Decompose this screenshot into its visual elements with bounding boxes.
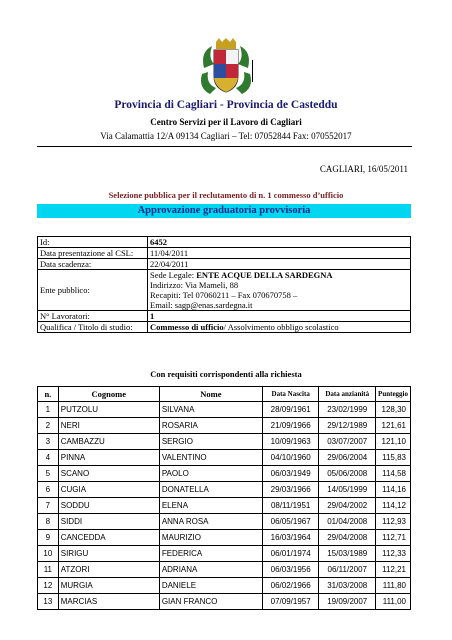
row-score: 111,00 bbox=[376, 594, 411, 610]
row-birth-date: 16/03/1964 bbox=[262, 530, 319, 546]
row-birth-date: 06/02/1966 bbox=[262, 578, 319, 594]
row-score: 114,58 bbox=[376, 466, 411, 482]
row-score: 121,61 bbox=[376, 418, 411, 434]
row-number: 12 bbox=[38, 578, 59, 594]
row-number: 11 bbox=[38, 562, 59, 578]
row-surname: SIRIGU bbox=[58, 546, 159, 562]
row-name: PAOLO bbox=[159, 466, 262, 482]
info-row-qualification bbox=[38, 322, 411, 333]
table-row bbox=[38, 578, 411, 594]
row-seniority-date: 29/04/2002 bbox=[319, 498, 376, 514]
row-birth-date: 28/09/1961 bbox=[262, 402, 319, 418]
row-score: 114,16 bbox=[376, 482, 411, 498]
document-date: CAGLIARI, 16/05/2011 bbox=[319, 164, 408, 174]
row-surname: SCANO bbox=[58, 466, 159, 482]
id-label: Id: bbox=[38, 237, 148, 248]
table-row bbox=[38, 482, 411, 498]
id-value: 6452 bbox=[148, 237, 411, 248]
row-name: ADRIANA bbox=[159, 562, 262, 578]
row-score: 111,80 bbox=[376, 578, 411, 594]
row-birth-date: 21/09/1966 bbox=[262, 418, 319, 434]
row-score: 128,30 bbox=[376, 402, 411, 418]
row-birth-date: 06/03/1956 bbox=[262, 562, 319, 578]
row-score: 121,10 bbox=[376, 434, 411, 450]
row-number: 2 bbox=[38, 418, 59, 434]
table-row bbox=[38, 594, 411, 610]
row-seniority-date: 06/11/2007 bbox=[319, 562, 376, 578]
office-address: Via Calamattia 12/A 09134 Cagliari – Tel: 07052844 Fax: 070552017 bbox=[100, 131, 352, 141]
row-name: DONATELLA bbox=[159, 482, 262, 498]
info-row-csl bbox=[38, 248, 411, 259]
table-row bbox=[38, 562, 411, 578]
info-row-id bbox=[38, 237, 411, 248]
row-surname: CAMBAZZU bbox=[58, 434, 159, 450]
entity-prefix: Sede Legale: bbox=[150, 270, 197, 280]
row-surname: SIDDI bbox=[58, 514, 159, 530]
ranking-table bbox=[37, 386, 411, 610]
table-row bbox=[38, 498, 411, 514]
row-name: FEDERICA bbox=[159, 546, 262, 562]
header-number: n. bbox=[38, 387, 59, 402]
selection-title: Selezione pubblica per il reclutamento di n. 1 commesso d’ufficio bbox=[108, 190, 344, 200]
row-name: ROSARIA bbox=[159, 418, 262, 434]
row-seniority-date: 14/05/1999 bbox=[319, 482, 376, 498]
row-score: 115,83 bbox=[376, 450, 411, 466]
status-banner: Approvazione graduatoria provvisoria bbox=[37, 204, 411, 218]
row-surname: PUTZOLU bbox=[58, 402, 159, 418]
deadline-label: Data scadenza: bbox=[38, 259, 148, 270]
csl-value: 11/04/2011 bbox=[148, 248, 411, 259]
row-seniority-date: 01/04/2008 bbox=[319, 514, 376, 530]
row-seniority-date: 29/12/1989 bbox=[319, 418, 376, 434]
row-seniority-date: 31/03/2008 bbox=[319, 578, 376, 594]
row-surname: ATZORI bbox=[58, 562, 159, 578]
table-row bbox=[38, 450, 411, 466]
row-number: 8 bbox=[38, 514, 59, 530]
csl-label: Data presentazione al CSL: bbox=[38, 248, 148, 259]
table-row bbox=[38, 466, 411, 482]
row-seniority-date: 23/02/1999 bbox=[319, 402, 376, 418]
header-seniority-date: Data anzianità bbox=[319, 387, 376, 402]
header-birth-date: Data Nascita bbox=[262, 387, 319, 402]
row-seniority-date: 29/04/2008 bbox=[319, 530, 376, 546]
posting-info-table bbox=[37, 236, 411, 333]
row-surname: MARCIAS bbox=[58, 594, 159, 610]
entity-phones: Recapiti: Tel 07060211 – Fax 070670758 – bbox=[150, 290, 298, 300]
qualification-detail: / Assolvimento obbligo scolastico bbox=[223, 322, 339, 332]
info-row-deadline bbox=[38, 259, 411, 270]
entity-label: Ente pubblico: bbox=[38, 270, 148, 311]
row-name: SERGIO bbox=[159, 434, 262, 450]
ranking-body bbox=[38, 402, 411, 610]
row-number: 4 bbox=[38, 450, 59, 466]
row-score: 112,21 bbox=[376, 562, 411, 578]
table-row bbox=[38, 514, 411, 530]
table-row bbox=[38, 546, 411, 562]
info-row-workers bbox=[38, 311, 411, 322]
table-row bbox=[38, 418, 411, 434]
row-surname: CUGIA bbox=[58, 482, 159, 498]
row-birth-date: 06/05/1967 bbox=[262, 514, 319, 530]
entity-address: Indirizzo: Via Mameli, 88 bbox=[150, 280, 239, 290]
header-name: Nome bbox=[159, 387, 262, 402]
header-surname: Cognome bbox=[58, 387, 159, 402]
table-row bbox=[38, 434, 411, 450]
row-birth-date: 29/03/1966 bbox=[262, 482, 319, 498]
row-birth-date: 06/03/1949 bbox=[262, 466, 319, 482]
page-title: Provincia di Cagliari - Provincia de Casteddu bbox=[114, 99, 338, 111]
row-birth-date: 04/10/1960 bbox=[262, 450, 319, 466]
row-score: 112,33 bbox=[376, 546, 411, 562]
row-name: ANNA ROSA bbox=[159, 514, 262, 530]
row-seniority-date: 15/03/1989 bbox=[319, 546, 376, 562]
row-seniority-date: 05/06/2008 bbox=[319, 466, 376, 482]
header-divider bbox=[37, 146, 412, 147]
qualification-value bbox=[148, 322, 411, 333]
row-name: ELENA bbox=[159, 498, 262, 514]
qualification-title: Commesso di ufficio bbox=[150, 322, 224, 332]
row-number: 6 bbox=[38, 482, 59, 498]
row-name: VALENTINO bbox=[159, 450, 262, 466]
row-surname: CANCEDDA bbox=[58, 530, 159, 546]
row-surname: PINNA bbox=[58, 450, 159, 466]
table-row bbox=[38, 530, 411, 546]
entity-name: ENTE ACQUE DELLA SARDEGNA bbox=[196, 270, 333, 280]
deadline-value: 22/04/2011 bbox=[148, 259, 411, 270]
workers-value: 1 bbox=[148, 311, 411, 322]
row-name: SILVANA bbox=[159, 402, 262, 418]
row-birth-date: 06/01/1974 bbox=[262, 546, 319, 562]
row-score: 112,93 bbox=[376, 514, 411, 530]
qualification-label: Qualifica / Titolo di studio: bbox=[38, 322, 148, 333]
row-name: GIAN FRANCO bbox=[159, 594, 262, 610]
row-surname: MURGIA bbox=[58, 578, 159, 594]
row-seniority-date: 03/07/2007 bbox=[319, 434, 376, 450]
table-row bbox=[38, 402, 411, 418]
entity-value bbox=[148, 270, 411, 311]
row-name: DANIELE bbox=[159, 578, 262, 594]
row-score: 114,12 bbox=[376, 498, 411, 514]
row-birth-date: 08/11/1951 bbox=[262, 498, 319, 514]
row-seniority-date: 29/06/2004 bbox=[319, 450, 376, 466]
row-name: MAURIZIO bbox=[159, 530, 262, 546]
row-birth-date: 07/09/1957 bbox=[262, 594, 319, 610]
row-number: 5 bbox=[38, 466, 59, 482]
header-score: Punteggio bbox=[376, 387, 411, 402]
row-surname: NERI bbox=[58, 418, 159, 434]
row-birth-date: 10/09/1963 bbox=[262, 434, 319, 450]
province-crest-icon bbox=[196, 38, 256, 100]
row-number: 13 bbox=[38, 594, 59, 610]
row-number: 10 bbox=[38, 546, 59, 562]
row-number: 7 bbox=[38, 498, 59, 514]
row-surname: SODDU bbox=[58, 498, 159, 514]
row-number: 9 bbox=[38, 530, 59, 546]
row-score: 112,71 bbox=[376, 530, 411, 546]
workers-label: N° Lavoratori: bbox=[38, 311, 148, 322]
row-seniority-date: 19/09/2007 bbox=[319, 594, 376, 610]
requirement-title: Con requisiti corrispondenti alla richiesta bbox=[150, 369, 302, 379]
row-number: 3 bbox=[38, 434, 59, 450]
info-row-entity bbox=[38, 270, 411, 311]
ranking-header-row bbox=[38, 387, 411, 402]
row-number: 1 bbox=[38, 402, 59, 418]
entity-email: Email: sagp@enas.sardegna.it bbox=[150, 300, 253, 310]
office-name: Centro Servizi per il Lavoro di Cagliari bbox=[150, 117, 302, 127]
